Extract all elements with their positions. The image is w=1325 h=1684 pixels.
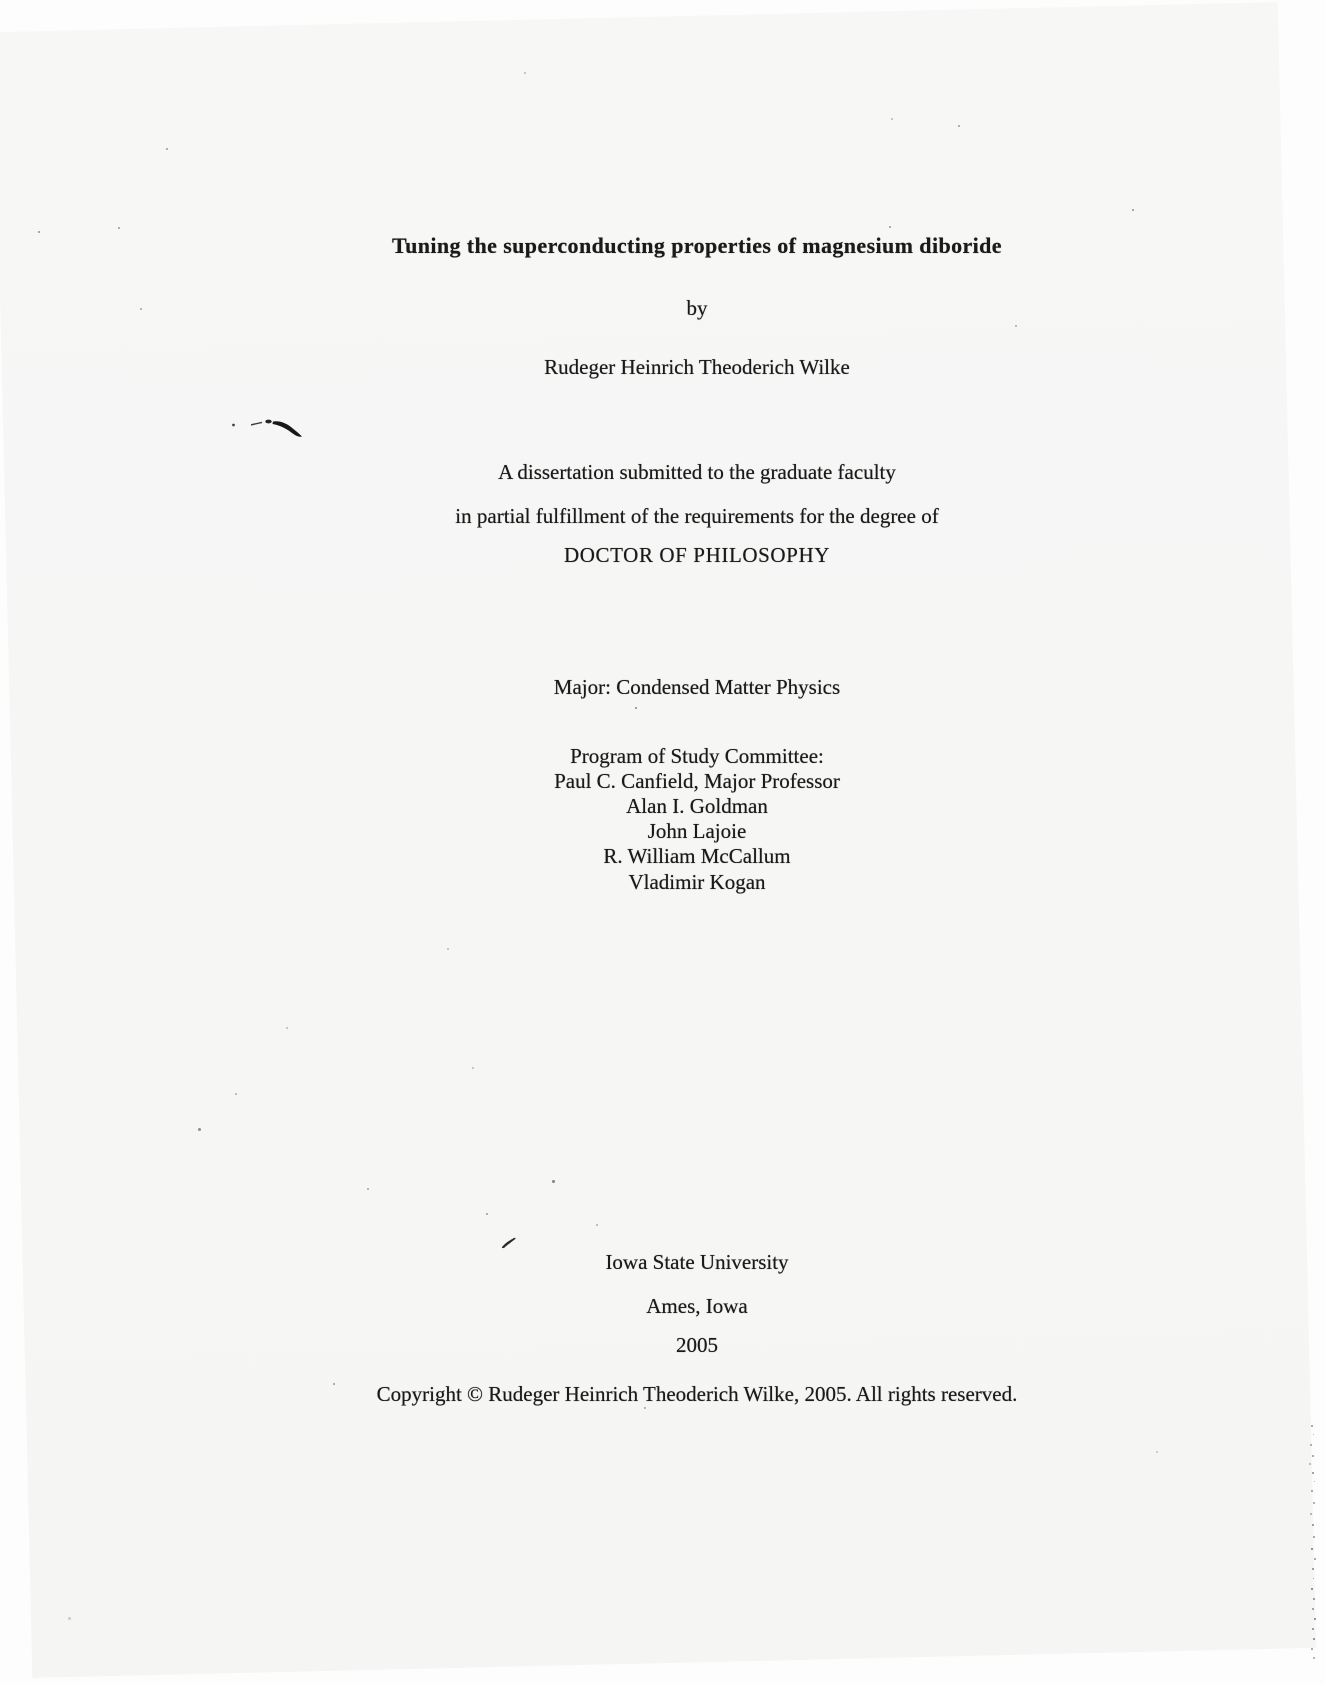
- institution-name: Iowa State University: [605, 1250, 789, 1274]
- scan-speck: [1313, 1598, 1315, 1600]
- scan-speck: [1132, 209, 1134, 211]
- scan-speck: [1313, 1502, 1315, 1504]
- dissertation-title: Tuning the superconducting properties of magnesium diboride: [392, 233, 1002, 258]
- committee-member: Paul C. Canfield, Major Professor: [554, 769, 840, 793]
- scan-speck: [198, 1128, 201, 1131]
- scan-speck: [1313, 1638, 1315, 1640]
- scan-speck: [1312, 1524, 1314, 1526]
- scan-speck: [644, 1407, 646, 1409]
- scan-speck: [958, 125, 960, 127]
- scan-speck: [1311, 1425, 1313, 1427]
- scan-speck: [118, 227, 120, 229]
- degree-line: DOCTOR OF PHILOSOPHY: [564, 543, 830, 567]
- scan-speck: [1312, 1568, 1314, 1570]
- scan-speck: [1313, 1657, 1315, 1659]
- scan-speck: [1311, 1648, 1313, 1650]
- scan-speck: [472, 1067, 474, 1069]
- committee-member: Alan I. Goldman: [626, 794, 768, 818]
- scan-speck: [1312, 1455, 1314, 1457]
- scan-speck: [1311, 1490, 1313, 1492]
- scan-speck: [1312, 1608, 1314, 1610]
- submission-line-1: A dissertation submitted to the graduate faculty: [498, 460, 896, 484]
- scan-speck: [286, 1027, 288, 1029]
- author-name: Rudeger Heinrich Theoderich Wilke: [544, 355, 850, 379]
- scan-speck: [1313, 1578, 1314, 1579]
- scan-speck: [166, 148, 168, 150]
- scan-speck: [1156, 1451, 1158, 1453]
- committee-heading: Program of Study Committee:: [570, 744, 824, 768]
- committee-member: John Lajoie: [647, 819, 747, 843]
- scan-speck: [38, 231, 40, 233]
- committee-member: R. William McCallum: [603, 844, 791, 868]
- scan-speck: [524, 72, 526, 74]
- byline: by: [686, 296, 708, 320]
- scan-speck: [635, 707, 637, 709]
- scan-speck: [891, 118, 893, 120]
- scan-speck: [486, 1213, 488, 1215]
- scan-speck: [1309, 1463, 1311, 1465]
- scan-speck: [596, 1224, 598, 1226]
- ink-smudge-artifact: [225, 412, 310, 444]
- scan-speck: [447, 948, 449, 950]
- scan-speck: [1311, 1588, 1313, 1590]
- scan-speck: [889, 226, 891, 228]
- scan-speck: [1310, 1513, 1312, 1515]
- scan-speck: [552, 1180, 555, 1183]
- scan-speck: [1310, 1444, 1312, 1446]
- scan-speck: [1313, 1536, 1315, 1538]
- copyright-line: Copyright © Rudeger Heinrich Theoderich Wilke, 2005. All rights reserved.: [376, 1382, 1018, 1406]
- institution-location: Ames, Iowa: [646, 1294, 748, 1318]
- scan-speck: [1015, 325, 1017, 327]
- scan-speck: [1314, 1618, 1316, 1620]
- committee-member: Vladimir Kogan: [628, 870, 766, 894]
- scan-speck: [140, 308, 142, 310]
- major-line: Major: Condensed Matter Physics: [553, 675, 841, 699]
- scan-speck: [68, 1617, 71, 1620]
- scan-speck: [1313, 1434, 1314, 1435]
- scan-speck: [1311, 1548, 1313, 1550]
- text-layer: [70, 0, 1324, 1684]
- tick-mark-artifact: [500, 1234, 520, 1250]
- publication-year: 2005: [676, 1333, 718, 1357]
- scan-speck: [1312, 1628, 1314, 1630]
- scan-speck: [1314, 1481, 1315, 1482]
- scan-speck: [333, 1383, 335, 1385]
- submission-line-2: in partial fulfillment of the requirements for the degree of: [455, 504, 939, 528]
- scan-speck: [235, 1093, 237, 1095]
- scan-speck: [367, 1188, 369, 1190]
- scan-speck: [1314, 1558, 1316, 1560]
- scan-speck: [1312, 1472, 1314, 1474]
